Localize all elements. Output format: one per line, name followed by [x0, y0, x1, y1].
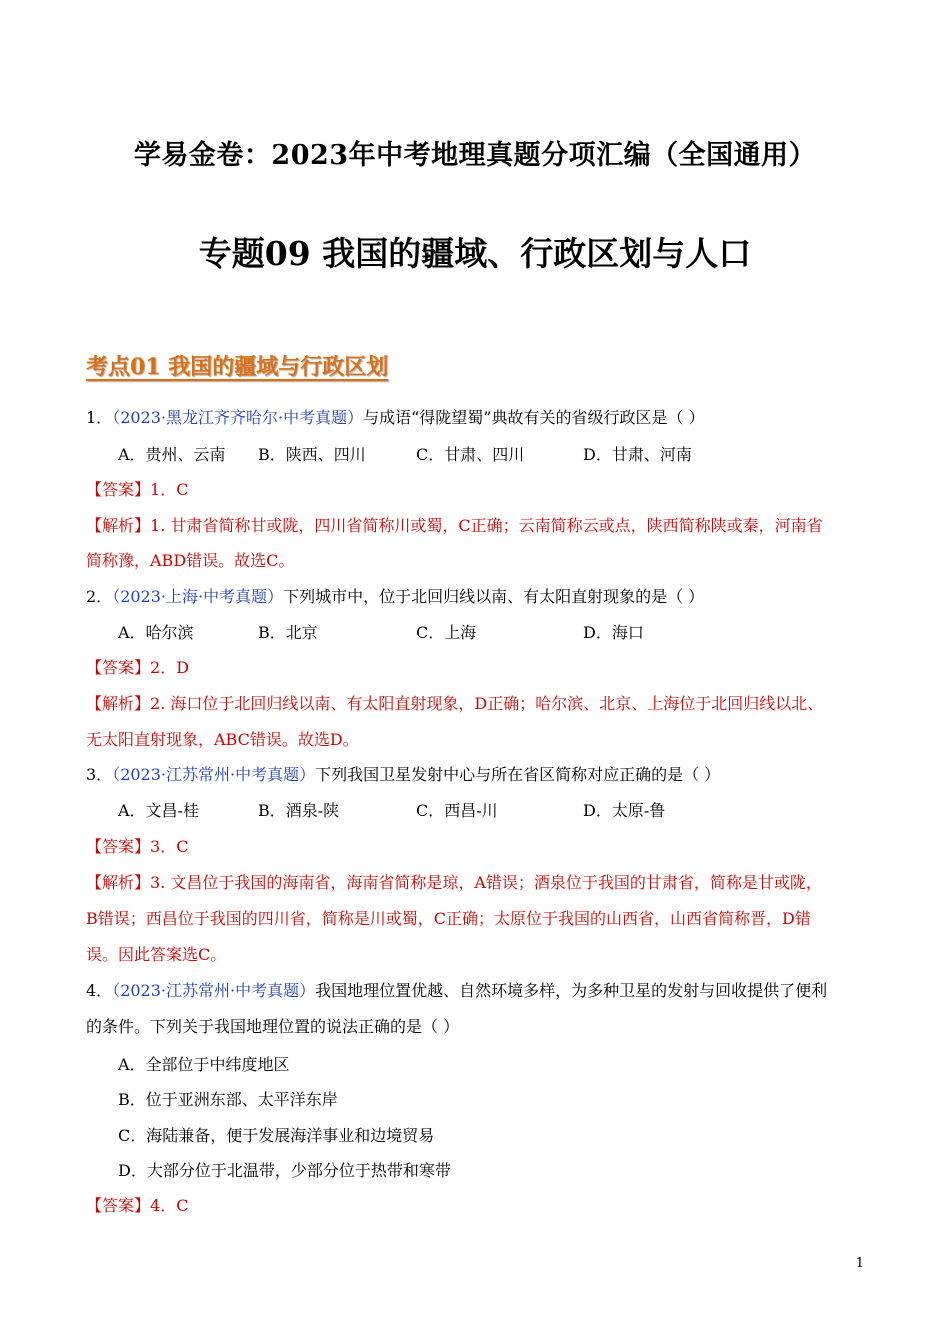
- analysis-tag: 【解析】: [86, 694, 151, 713]
- option-b: B．陕西、四川: [258, 445, 366, 464]
- answer-value: 2．D: [150, 658, 190, 677]
- answer-tag: 【答案】: [86, 1196, 151, 1215]
- option-c: C．海陆兼备，便于发展海洋事业和边境贸易: [118, 1126, 435, 1145]
- question-number: 2．: [86, 587, 113, 606]
- option-b: B．酒泉-陕: [258, 801, 340, 820]
- question-stem: 下列城市中，位于北回归线以南、有太阳直射现象的是（ ）: [283, 587, 705, 606]
- answer-tag: 【答案】: [86, 480, 151, 499]
- answer-tag: 【答案】: [86, 837, 151, 856]
- options-row: [118, 801, 818, 821]
- analysis-text: 误。因此答案选C。: [86, 945, 227, 964]
- option-b: B．北京: [258, 623, 318, 642]
- answer-value: 3．C: [150, 837, 189, 856]
- question-source: （2023·上海·中考真题）: [112, 587, 284, 606]
- question-stem: 下列我国卫星发射中心与所在省区简称对应正确的是（ ）: [315, 765, 721, 784]
- question-source: （2023·江苏常州·中考真题）: [112, 765, 316, 784]
- answer-tag: 【答案】: [86, 658, 151, 677]
- question-1: [86, 408, 705, 428]
- answer-line: [86, 1196, 188, 1216]
- analysis-text: 简称豫，ABD错误。故选C。: [86, 551, 295, 570]
- topic-title: 专题09 我国的疆域、行政区划与人口: [198, 234, 752, 273]
- option-d: D．甘肃、河南: [583, 445, 692, 464]
- option-d: D．太原-鲁: [583, 801, 666, 820]
- option-a: A．全部位于中纬度地区: [118, 1055, 290, 1074]
- analysis-line: [86, 730, 359, 750]
- options-row: [118, 445, 818, 465]
- question-number: 3．: [86, 765, 113, 784]
- option-b: B．位于亚洲东部、太平洋东岸: [118, 1090, 338, 1109]
- analysis-line: [86, 909, 811, 929]
- answer-line: [86, 837, 188, 857]
- option-a: A．哈尔滨: [118, 623, 194, 642]
- question-number: 4．: [86, 981, 113, 1000]
- options-row: [118, 623, 818, 643]
- answer-line: [86, 658, 189, 678]
- analysis-text: 无太阳直射现象，ABC错误。故选D。: [86, 730, 359, 749]
- question-4: [86, 981, 827, 1001]
- answer-line: [86, 480, 188, 500]
- analysis-text: 2. 海口位于北回归线以南、有太阳直射现象，D正确；哈尔滨、北京、上海位于北回归线以北、: [150, 694, 824, 713]
- question-stem-continued: [86, 1017, 459, 1037]
- question-stem: 我国地理位置优越、自然环境多样，为多种卫星的发射与回收提供了便利: [315, 981, 828, 1000]
- option-c: C．西昌-川: [416, 801, 498, 820]
- analysis-line: [86, 516, 823, 536]
- document-title: 学易金卷：2023年中考地理真题分项汇编（全国通用）: [133, 140, 817, 171]
- question-number: 1．: [86, 408, 113, 427]
- answer-value: 4．C: [150, 1196, 189, 1215]
- analysis-tag: 【解析】: [86, 873, 151, 892]
- analysis-line: [86, 694, 823, 714]
- question-source: （2023·黑龙江齐齐哈尔·中考真题）: [112, 408, 364, 427]
- option-a: A．文昌-桂: [118, 801, 199, 820]
- question-stem: 与成语“得陇望蜀”典故有关的省级行政区是（ ）: [363, 408, 705, 427]
- section-heading: 考点01 我国的疆域与行政区划: [86, 354, 389, 380]
- question-3: [86, 765, 720, 785]
- analysis-tag: 【解析】: [86, 516, 151, 535]
- page-number: 1: [855, 1256, 864, 1271]
- option-d: D．大部分位于北温带，少部分位于热带和寒带: [118, 1161, 451, 1180]
- answer-value: 1．C: [150, 480, 189, 499]
- option-c: C．甘肃、四川: [416, 445, 525, 464]
- analysis-text: 1. 甘肃省简称甘或陇，四川省简称川或蜀，C正确；云南简称云或点，陕西简称陕或秦，河南省: [150, 516, 823, 535]
- option-c: C．上海: [416, 623, 477, 642]
- question-stem: 的条件。下列关于我国地理位置的说法正确的是（ ）: [86, 1017, 460, 1036]
- analysis-text: 3. 文昌位于我国的海南省，海南省简称是琼，A错误；酒泉位于我国的甘肃省，简称是甘或陇，: [150, 873, 822, 892]
- question-2: [86, 587, 704, 607]
- question-source: （2023·江苏常州·中考真题）: [112, 981, 316, 1000]
- analysis-line: [86, 551, 294, 571]
- analysis-line: [86, 945, 226, 965]
- option-d: D．海口: [583, 623, 644, 642]
- option-a: A．贵州、云南: [118, 445, 226, 464]
- analysis-line: [86, 873, 822, 893]
- analysis-text: B错误；西昌位于我国的四川省，简称是川或蜀，C正确；太原位于我国的山西省，山西省简称晋，D错: [86, 909, 811, 928]
